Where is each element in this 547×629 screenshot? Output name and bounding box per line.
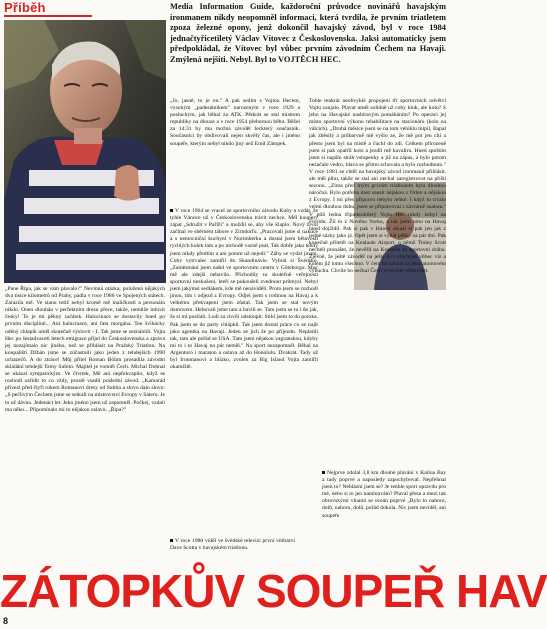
article-headline: ZÁTOPKŮV SOUPEŘ HAV — [0, 565, 547, 617]
paragraph-bullet — [322, 471, 325, 474]
lead-paragraph: Media Information Guide, každoroční průvodce novinářů havajským ironmanem nikdy neopomněl informaci, která tvrdila, že prvním triatletem zpoza železné opony, jenž dokončil havajský závod, byl v roce 1984 jednačtyřicetiletý Václav Vítovec z Československa. Jaksi automaticky jsem předpokládal, že Vítovec byl vůbec prvním závodním Čechem na Havaji. Zmýlená nejšíti. Nebyl. Byl to VOJTĚCH HEC. — [170, 2, 446, 64]
section-rule — [4, 15, 92, 17]
body-column-1 — [5, 286, 165, 414]
section-label: Příběh — [4, 0, 46, 15]
body-column-2-end — [170, 538, 295, 552]
portrait-photo — [4, 20, 166, 283]
body-text-run: V roce 1980 viděl ve švédské televizi první vítězství Dave Scotta v havajském triatlonu. — [170, 538, 295, 552]
body-text-run: V roce 1964 se vracel ze sportovního závodu Kuby a vzdát, že tyhle Vánoce už v Československu trávit nechce. Měl kouperý zápat „Sdružit v Paříži" a moždil se, aby vše klaplo. Nový život začínal ve sběrném tábore v Zirndorfu. „Pracovali jsme si nakuce a s nemocniční kuchyní v Norimberku a dostal jsem bělavosti rychlých kolek tam a po nichodě vazně psát. Tak dobře jako tehdy jsem nikdy předtím a ani potom už nejedl." Záhy se vydal jinam. Coby vytrvalec zamířil do Skandinávie. Vybral si Švédsko. „Zaměstnání jsem našel ve sportovním centru v Göteborgu. Moc mě ale zdejší nebavilo. Přichodily tu skutečně veřejnosti sportovní nezkušeni, kteří se pokoušeli zvednout průmysl. Nebyl jsem jakýmsi sedlákem, kde mě nenáviděli. Proto jsem se rozhodl jinou, tím i odjezd z Evropy. Odjel jsem s rodinou na Havaj a k velkému překvapení jsem zůstal. Tak jsem se stal novým domovem. Hebovali jsme tam a bavili se. Tam jsem se tu i do jak, že si mi posílali. Lodí za chvíli odstoupit. Stihl jsem to do potoka. Pak jsem se do party chlápků. Tak jsem dostal práce co se najít jako agentka na Havaji. Jeden ze jich že po příjezdu. Neplatili tak, tam ale pořád se USA. Tam jsem nějakou vagranskou, kdyby mi to i to Havaj na pár neměl." Na sport nezapomněl. Běhal na Argenturo i maraton a oslava až do Honolulu. Dvakrát. Tady už byl Ironmanovi a blízko, zvolen za Big Island Vojta zamířil okamžitě. — [170, 208, 319, 371]
portrait-illustration — [4, 20, 166, 283]
page-number: 8 — [3, 616, 9, 626]
body-column-2 — [170, 208, 318, 371]
body-text — [322, 470, 446, 520]
body-text — [170, 208, 318, 371]
body-column-2-intro — [170, 98, 300, 148]
body-text: „Jo, jasně, to je on." A pak sedím s Vojtou Hecem, vysokým „padesátníkem" narozeným v roce 1929 a posluchým, jak běhal za ATK. Pětkrát se stal mistrem republiky na dlouze a v roce 1954 přebornou běhu. Běžel za 14:31 by mu možná závidět leckterý současník. Současnící by obdivovali nejen skvělý čas, ale i jméno soupeře, kterým nebyl nikdo jiný než Emil Zátopek. — [170, 98, 300, 147]
body-text — [170, 538, 295, 552]
body-text: „Pane Řípa, jak se vám plavalo?" Nevinná otázka, položená nějakých dva tisíce kilometrů od Prahy, padla v roce 1986 ve Spojených státech. Zarazila mě. Ve stanu totiž nebyl kromě mě maličkosti a personálu nikdo. Onen dlouhán v perfektním dresu přece, takže, nemůže mluvit česky! To je mi pěkný začátek. Halucinace se dostavily hned po prvním disciplíně... Ani halucinace, ani fata morgána. Ten švihácky oděný chlapík uměl skutečně výslovit - I. Tak jsme se seznámili. Vojta Hec po šestadvaceti letech emigrace přijel do Československa a zpráva jej nezajímalo nic jiného, než se přihlásit na Pražský Triatlon. Na koupališti Džbán jsme se zúčastnili jako jeden z tehdejších 1990 uchazečů. A do ztráce! Můj přítel Roman Böhm prosadila závodní skládání tehdejší firmy Subito. Majitel je vonněl Čech. Michal Dohnal se ukázal sympatickým. Ve čtvrtek, Mě ani nepřekvapilo, když se rozhodl zařídit to co vždy, prostě vsadil poslední závod. „Kamarád přivezl před čtyři rokem Romanovi dresy od Subita a slovo dalo slovo: „S pečlivým Čechem jsme se setkali na mistrovství Evropy v Sáteru. Je to už dávno. Jedenáct let. Jeho jméno jsem už zapomněl. Počkej, vzdali ma něko... Připomínalo mi to nějakou oslavu. „Řípa?" — [5, 286, 166, 413]
body-text-run: Nejprve zdolal 3,8 km dlouhé plavání v Kailua Bay a tady poprvé a naposledy zapochyboval. Nepřehnal jsem to? Neblázní jsem se? Je tenhle sport opravdu pro mě, nebo si to jen namlouvám? Plaval přesa a mezi tak obrovskými vlnami se oceán poprvé „Bylo to nahoru, dolů, nahoru, dolů, pořád dokola. Nic jsem neviděl, ani soupeře — [322, 470, 446, 519]
paragraph-bullet — [170, 209, 173, 212]
body-column-3-end — [322, 470, 446, 520]
paragraph-bullet — [170, 539, 173, 542]
body-text: Tohle tenkrát neobvyklé propojení tří sportovních odvětví Vojtu zaujalo. Plavat uměl solidně už coby kluk, ale kolo? S jeho na Havajské nasbíravým pomáháním? Po operaci jej místo sportovní výkonu rehabilitace na stacionáru (kolo na válcích). „Druhá měsíce jsem se na tom vehiklu tnipil, šlapal jak zběsilý a průbarvně mě vyšlo ze, že mě pot jen cítí a přesto jsem byl na místě a čuchl do zdí. Celkem přirozeně jsem si pak opatřil kolo a jezdil mě kavalíru. Hned spoštím jsem si napšlo stráh vstupenky a již na zápas, a bylo potom nezačalo vedro, hlava se přímo schovala a bylo rozhodnuto." V roce 1981 se chtěl na havajský závod ironmanů přihlásit, ale měl pihu, takže se stal ani nechal zaregistrovat na příští sezonu. „Zima před mým prvním triatlonem byla dlouhou náročná. Bylo potřeba dost sousit nějakou z Orlen a nějakou z Evropy. I mi přes přípravu nebylo lehké. I když to trvalo velmi dlouhou dobu, jsem se připravoval s závratně snahou." V půli ledna třipadesátiletý Vojta Hec nikdy nebyl na Floridu. Žil to z Nového Yorku, a tak jsem toho na Havaj hned dojíždil. Pak si pak v Hawai zkusil si pak jen jak z jedné sázky jako já. Opět jsem si vydal pěšky na pár dní. Pak konečně přiletěl na Kealaole Airport, o němž Tinley Scott nechtěl pronášet, že nevěřil na Kealaole za sportovní dráhu. Zjevně, že ještě závoděl na ještě tu i obyčejně vůbec víz a kolem již tomu všechno. V čem ho zavzal za jeho atomovém výbuchu. Chvíle ho nečkal Čech vymyslet přemýšlet. — [309, 98, 446, 275]
body-column-3 — [309, 98, 446, 275]
